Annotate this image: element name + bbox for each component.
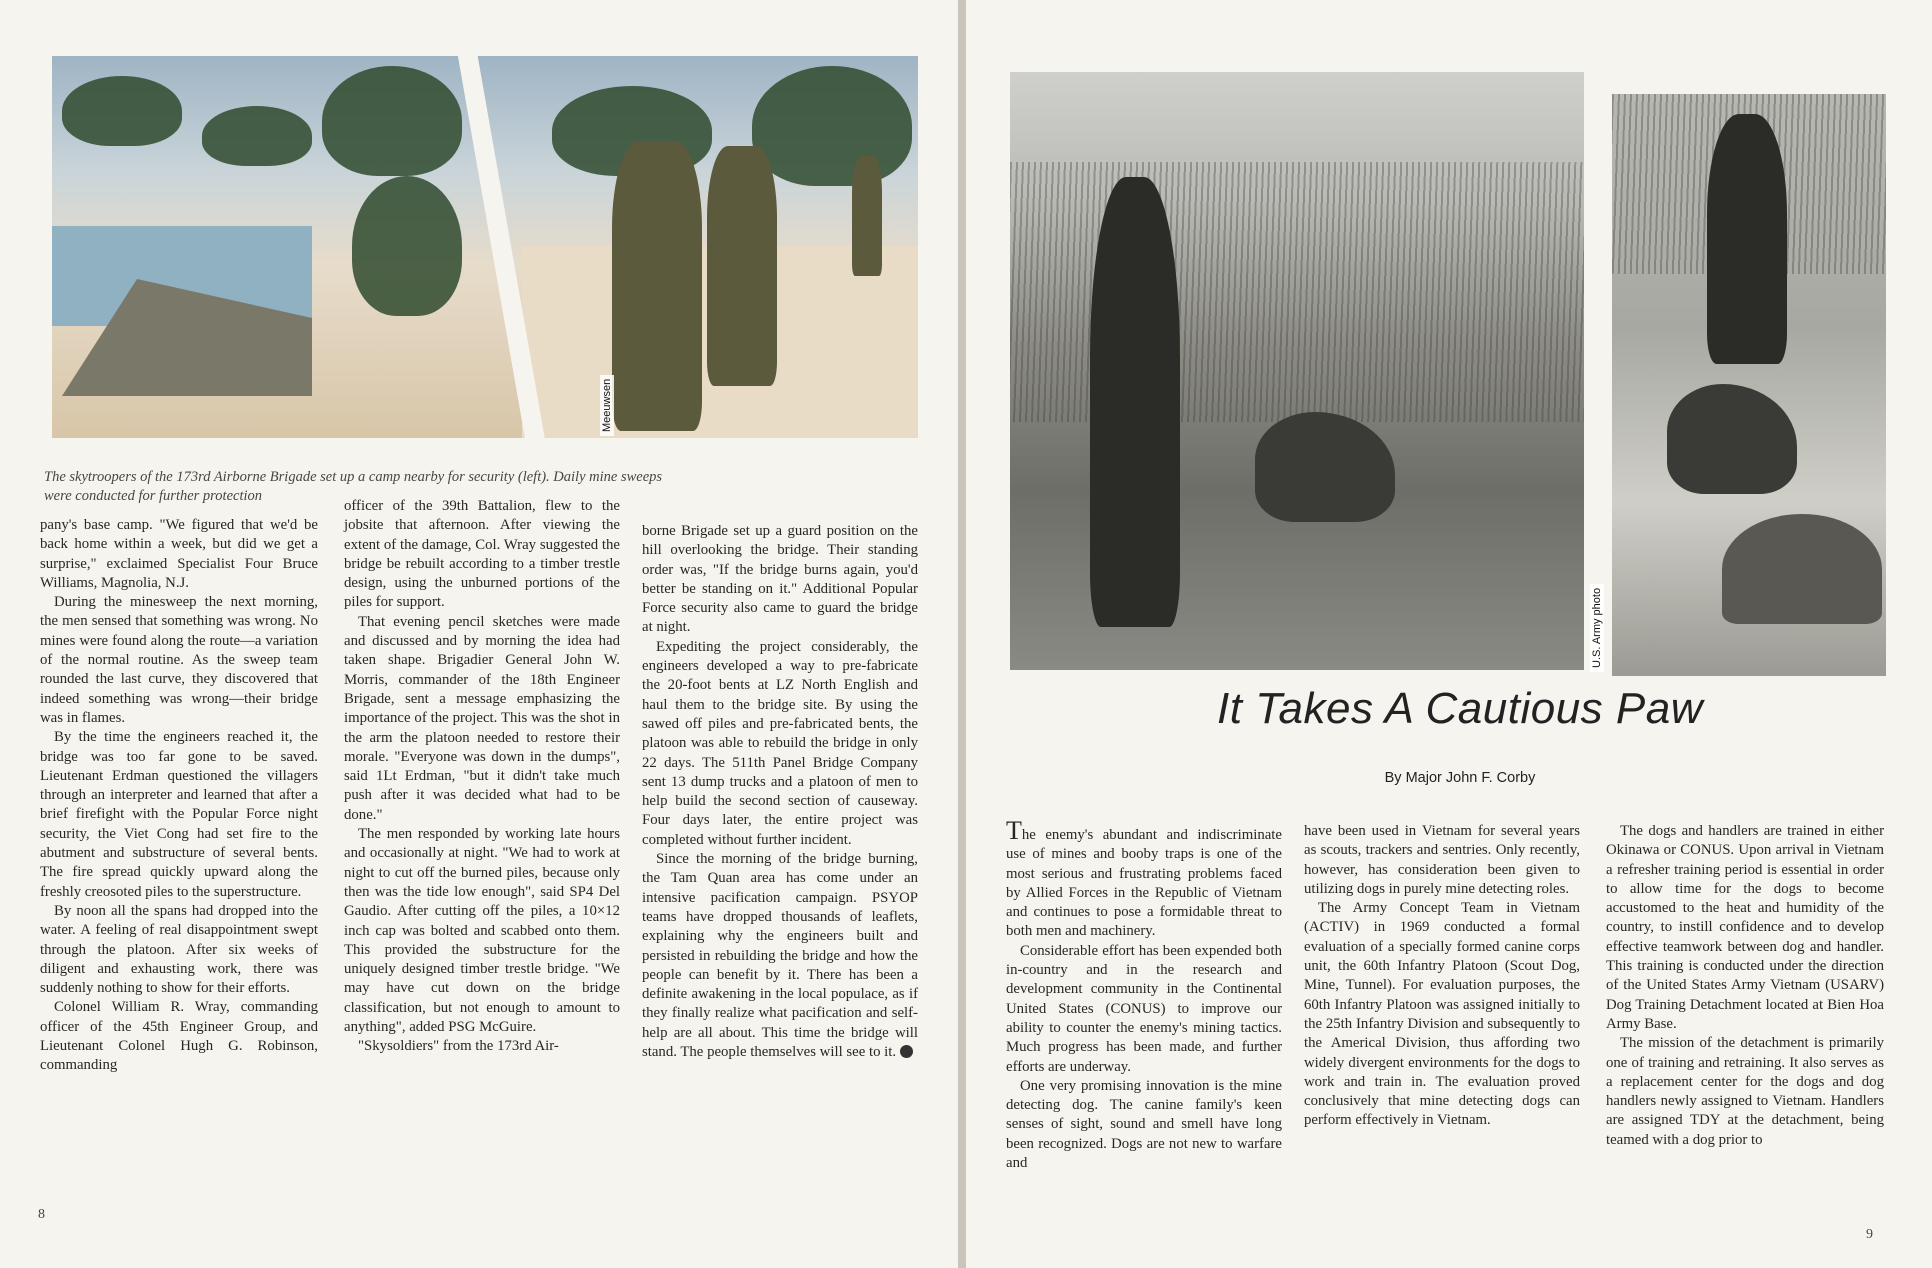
photo-soldier-with-dog: [1010, 72, 1584, 670]
paragraph: The enemy's abundant and indiscriminate use of mines and booby traps is one of the most serious and frustrating problems faced by Allied Forces in the Republic of Vietnam and continues to pose a formidable threat to both men and machinery.: [1006, 816, 1282, 940]
page-gutter: [958, 0, 966, 1268]
photo-dirt-mound: [1722, 514, 1882, 624]
photo-palm: [202, 106, 312, 166]
caption-line: were conducted for further protection: [44, 488, 262, 504]
page-number-left: 8: [38, 1207, 45, 1222]
paragraph: [642, 850, 918, 1062]
paragraph: One very promising innovation is the mine detecting dog. The canine family's keen senses of sight, sound and smell have long been recognized. Dogs are not new to warfare and: [1006, 1077, 1282, 1172]
paragraph: Considerable effort has been expended both in-country and in the research and development community in the Continental United States (CONUS) to improve our ability to counter the enemy's mining tactics. Much progress has been made, and further efforts are underway.: [1006, 942, 1282, 1075]
photo-credit-left: Meeuwsen: [600, 375, 614, 436]
photo-dog: [1667, 384, 1797, 494]
photo-soldier: [612, 141, 702, 431]
article-byline: By Major John F. Corby: [1384, 770, 1536, 786]
end-mark-icon: [900, 1045, 913, 1058]
photo-skytroopers-camp: [52, 56, 918, 438]
article-column-1: [1006, 816, 1282, 1173]
paragraph: During the minesweep the next morning, the men sensed that something was wrong. No mines were found along the route—a variation of the normal routine. As the sweep team rounded the last curve, they discovered that indeed something was wrong—their bridge was in flames.: [40, 594, 318, 726]
paragraph: have been used in Vietnam for several years as scouts, trackers and sentries. Only recently, however, has consideration been given to utilizing dogs in purely mine detecting roles.: [1304, 823, 1580, 897]
paragraph: Colonel William R. Wray, commanding officer of the 45th Engineer Group, and Lieutenant Colonel Hugh G. Robinson, commanding: [40, 999, 318, 1074]
paragraph: officer of the 39th Battalion, flew to the jobsite that afternoon. After viewing the extent of the damage, Col. Wray suggested the bridge be rebuilt according to a timber trestle design, using the unburned portions of the piles for support.: [344, 498, 620, 611]
article-column-1: [40, 516, 318, 1076]
paragraph: Expediting the project considerably, the engineers developed a way to pre-fabricate the 20-foot bents at LZ North English and haul them to the bridge site. By using the sawed off piles and pre-fabricated bents, the platoon was able to rebuild the bridge in only 22 days. The 511th Panel Bridge Company sent 13 dump trucks and a platoon of men to help build the second section of causeway. Four days later, the entire project was completed without further incident.: [642, 638, 918, 848]
caption-line: The skytroopers of the 173rd Airborne Brigade set up a camp nearby for security (left). Daily mine sweeps: [44, 469, 663, 485]
paragraph: pany's base camp. "We figured that we'd be back home within a week, but did we get a surprise," exclaimed Specialist Four Bruce Williams, Magnolia, N.J.: [40, 517, 318, 591]
article-title: It Takes A Cautious Paw: [1217, 684, 1703, 733]
paragraph: The men responded by working late hours and occasionally at night. "We had to work at night to cut off the burned piles, because only then was the tide low enough", said SP4 Del Gaudio. After cutting off the piles, a 10×12 inch cap was bolted and scabbed onto them. This provided the substructure for the uniquely designed timber trestle bridge. "We may have cut down on the bridge classification, but not enough to amount to anything", added PSG McGuire.: [344, 826, 620, 1036]
paragraph: borne Brigade set up a guard position on the hill overlooking the bridge. Their standing order was, "If the bridge burns again, you'd better be standing on it." Additional Popular Force security also came to guard the bridge at night.: [642, 523, 918, 636]
photo-soldier: [852, 156, 882, 276]
page-number-right: 9: [1866, 1227, 1873, 1242]
article-column-3: [642, 522, 918, 1062]
paragraph-text: Since the morning of the bridge burning, the Tam Quan area has come under an intensive pacification campaign. PSYOP teams have dropped thousands of leaflets, explaining why the engineers built and persisted in rebuilding the bridge and how the people can benefit by it. There has been a definite awakening in the local populace, as if they finally realize what pacification and self-help are all about. This time the bridge will stand. The people themselves will see to it.: [642, 851, 918, 1061]
paragraph: The mission of the detachment is primarily one of training and retraining. It also serves as a replacement center for the dogs and dog handlers newly assigned to Vietnam. Handlers are assigned TDY at the detachment, being teamed with a dog prior to: [1606, 1035, 1884, 1148]
photo-dog-detecting-mine: [1612, 94, 1886, 676]
photo-palm: [62, 76, 182, 146]
article-column-3: [1606, 822, 1884, 1150]
paragraph: That evening pencil sketches were made and discussed and by morning the idea had taken shape. Brigadier General John W. Morris, commander of the 18th Engineer Brigade, sent a message emphasizing the importance of the project. This was the shot in the arm the platoon needed to restore their morale. "Everyone was down in the dumps", said 1Lt Erdman, "but it didn't take much push after it was decided what had to be done.": [344, 613, 620, 823]
article-column-2: [1304, 822, 1580, 1131]
photo-palm: [752, 66, 912, 186]
photo-soldier: [1090, 177, 1180, 627]
paragraph: By noon all the spans had dropped into the water. A feeling of real disappointment swept through the platoon. After six weeks of diligent and exhausting work, there was suddenly nothing to show for their efforts.: [40, 902, 318, 997]
photo-soldier: [707, 146, 777, 386]
paragraph: "Skysoldiers" from the 173rd Air-: [358, 1038, 559, 1055]
paragraph: By the time the engineers reached it, the bridge was too far gone to be saved. Lieutenant Erdman questioned the villagers through an interpreter and learned that after a brief firefight with the Popular Force night security, the Viet Cong had set fire to the abutment and substructure of several bents. The fire spread quickly upward along the freshly creosoted piles to the superstructure.: [40, 729, 318, 900]
photo-handler: [1707, 114, 1787, 364]
photo-dog: [1255, 412, 1395, 522]
paragraph: The Army Concept Team in Vietnam (ACTIV) in 1969 conducted a formal evaluation of a specially formed canine corps unit, the 60th Infantry Platoon (Scout Dog, Mine, Tunnel). For evaluation purposes, the 60th Infantry Platoon was assigned initially to the 25th Infantry Division and subsequently to the Americal Division, thus affording two widely divergent environments for the dogs to work and train in. The evaluation proved conclusively that mine detecting dogs can perform effectively in Vietnam.: [1304, 900, 1580, 1129]
article-column-2: [344, 497, 620, 1057]
photo-credit-right: U.S. Army photo: [1590, 584, 1604, 672]
photo-palm: [322, 66, 462, 176]
photo-palm: [352, 176, 462, 316]
paragraph: The dogs and handlers are trained in either Okinawa or CONUS. Upon arrival in Vietnam a refresher training period is essential in order to allow time for the dogs to become accustomed to the heat and humidity of the country, to instill confidence and to develop effective teamwork between dog and handler. This training is conducted under the direction of the United States Army Vietnam (USARV) Dog Training Detachment located at Bien Hoa Army Base.: [1606, 823, 1884, 1032]
